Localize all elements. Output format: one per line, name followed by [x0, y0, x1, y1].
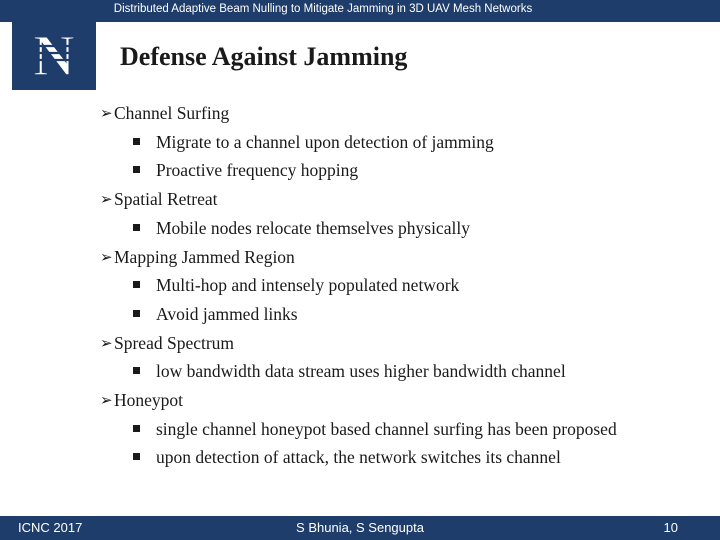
presentation-title: Distributed Adaptive Beam Nulling to Mitigate Jamming in 3D UAV Mesh Networks [113, 3, 533, 15]
square-bullet-icon [133, 453, 140, 460]
square-bullet-icon [133, 281, 140, 288]
university-logo [12, 22, 96, 90]
authors: S Bhunia, S Sengupta [296, 520, 424, 535]
page-number: 10 [663, 520, 678, 535]
sub-bullet: Mobile nodes relocate themselves physically [100, 214, 710, 243]
square-bullet-icon [133, 224, 140, 231]
arrow-bullet-icon: ➢ [100, 333, 113, 352]
footer-bar [0, 516, 720, 540]
header-bar [0, 0, 720, 22]
bullet-list [100, 99, 710, 472]
slide-title: Defense Against Jamming [120, 42, 408, 71]
sub-bullet: Migrate to a channel upon detection of jamming [100, 128, 710, 157]
svg-text:N: N [33, 29, 75, 83]
sub-bullet: low bandwidth data stream uses higher bandwidth channel [100, 357, 710, 386]
logo-n-icon [19, 29, 89, 83]
sub-bullet: Avoid jammed links [100, 300, 710, 329]
arrow-bullet-icon: ➢ [100, 391, 113, 410]
sub-bullet: Proactive frequency hopping [100, 156, 710, 185]
bullet-spatial-retreat: ➢ Spatial Retreat [100, 185, 710, 214]
square-bullet-icon [133, 310, 140, 317]
sub-bullet: single channel honeypot based channel surfing has been proposed [100, 415, 710, 444]
square-bullet-icon [133, 166, 140, 173]
bullet-channel-surfing: ➢ Channel Surfing [100, 99, 710, 128]
square-bullet-icon [133, 425, 140, 432]
bullet-honeypot: ➢ Honeypot [100, 386, 710, 415]
sub-bullet: upon detection of attack, the network switches its channel [100, 443, 710, 472]
sub-bullet: Multi-hop and intensely populated network [100, 271, 710, 300]
arrow-bullet-icon: ➢ [100, 104, 113, 122]
arrow-bullet-icon: ➢ [100, 190, 113, 209]
arrow-bullet-icon: ➢ [100, 247, 113, 266]
bullet-spread-spectrum: ➢ Spread Spectrum [100, 329, 710, 358]
conference-name: ICNC 2017 [18, 520, 83, 535]
square-bullet-icon [133, 138, 140, 145]
square-bullet-icon [133, 367, 140, 374]
bullet-mapping-jammed-region: ➢ Mapping Jammed Region [100, 243, 710, 272]
